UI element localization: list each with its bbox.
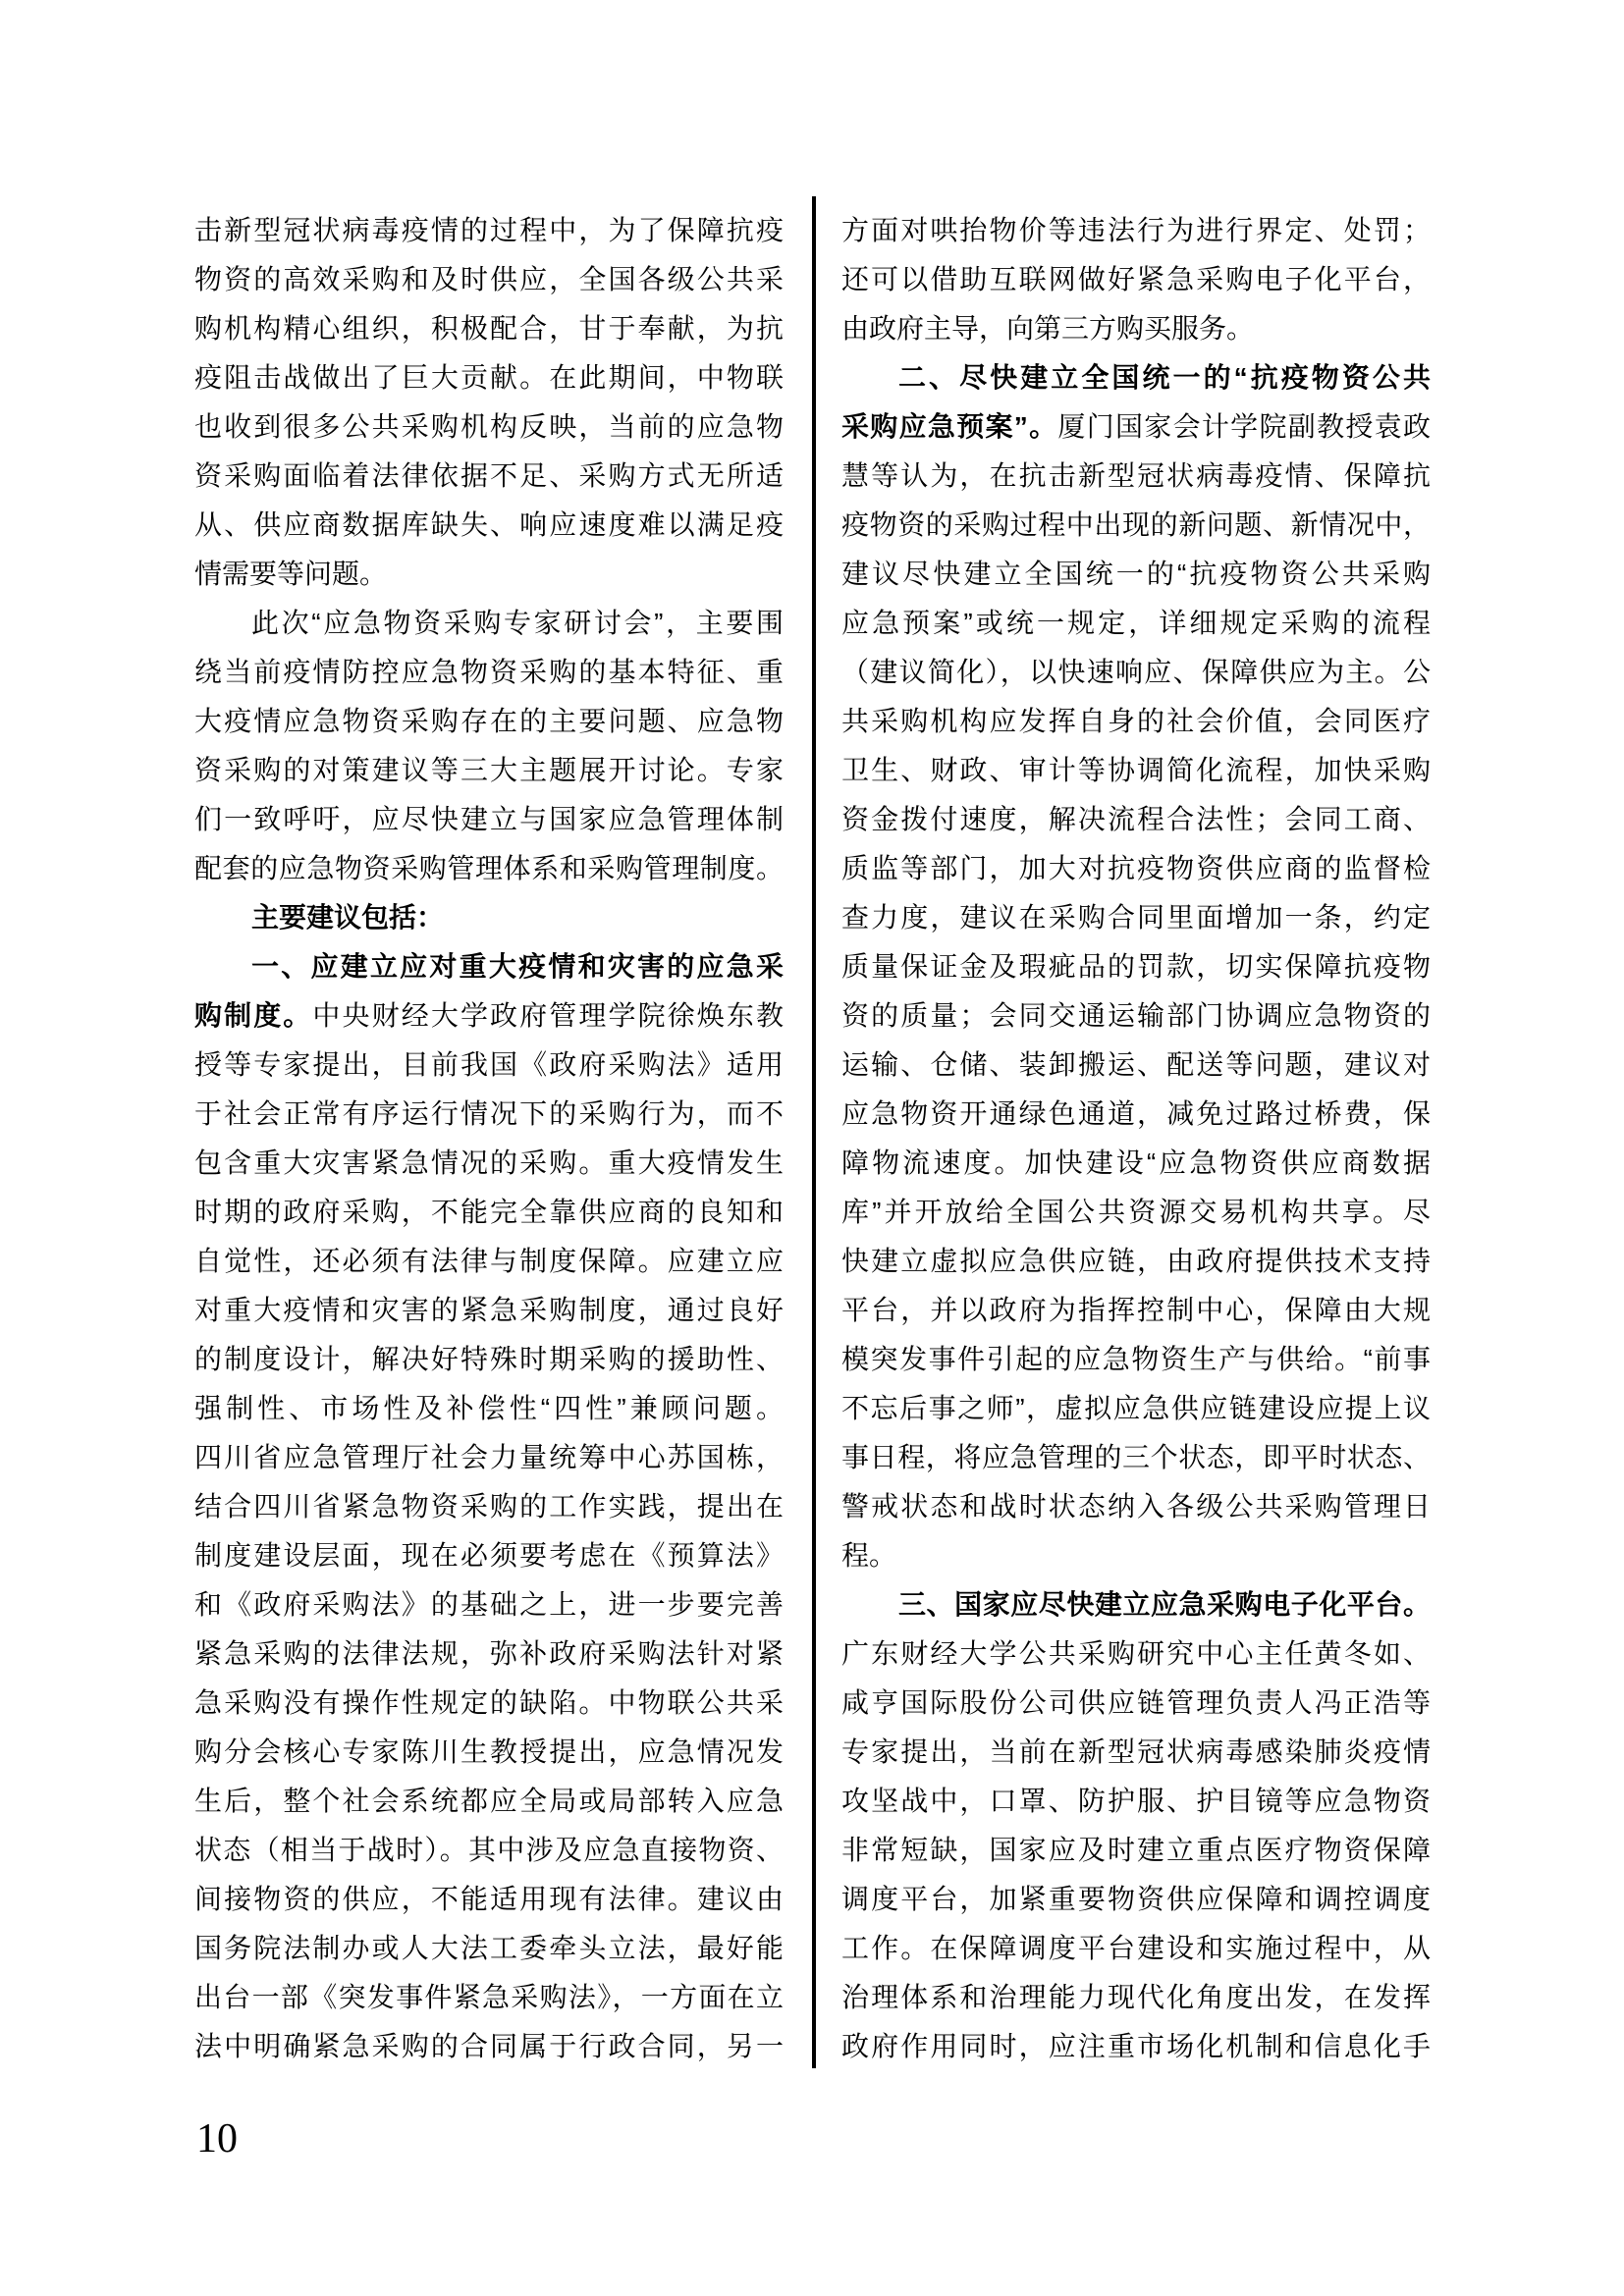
text-line [841,1188,1431,1237]
text-line [841,501,1431,550]
text-segment: 应急预案”或统一规定，详细规定采购的流程 [841,608,1431,638]
text-segment: 快建立虚拟应急供应链，由政府提供技术支持 [841,1246,1431,1276]
text-segment: 紧急采购的法律法规，弥补政府采购法针对紧 [194,1638,784,1669]
text-segment: 结合四川省紧急物资采购的工作实践，提出在 [194,1491,784,1522]
text-segment: 咸亨国际股份公司供应链管理负责人冯正浩等 [841,1687,1431,1718]
text-line [194,844,784,893]
text-line [841,1139,1431,1188]
text-line [841,1679,1431,1728]
bold-text-segment: 购制度。 [194,1000,313,1031]
text-line [194,1924,784,1973]
text-segment: 资采购面临着法律依据不足、采购方式无所适 [194,460,784,491]
text-line [841,1433,1431,1482]
text-segment: 生后，整个社会系统都应全局或局部转入应急 [194,1786,784,1816]
text-segment: 大疫情应急物资采购存在的主要问题、应急物 [194,706,784,736]
text-line [841,255,1431,304]
text-line [194,648,784,697]
text-segment: 资金拨付速度，解决流程合法性；会同工商、 [841,804,1431,834]
text-line [194,795,784,844]
text-segment: 查力度，建议在采购合同里面增加一条，约定 [841,902,1431,933]
text-segment: 间接物资的供应，不能适用现有法律。建议由 [194,1884,784,1914]
text-segment: 此次“应急物资采购专家研讨会”，主要围 [251,608,784,638]
text-line [841,1973,1431,2022]
text-segment: 资采购的对策建议等三大主题展开讨论。专家 [194,755,784,785]
text-line [194,1090,784,1139]
text-segment: 制度建设层面，现在必须要考虑在《预算法》 [194,1540,784,1571]
text-segment: 国务院法制办或人大法工委牵头立法，最好能 [194,1933,784,1963]
text-segment: 中央财经大学政府管理学院徐焕东教 [312,1000,784,1031]
bold-text-segment: 采购应急预案”。 [841,411,1058,442]
text-line [841,746,1431,795]
text-segment: 从、供应商数据库缺失、响应速度难以满足疫 [194,509,784,540]
text-line [841,991,1431,1041]
text-line [194,1139,784,1188]
text-segment: 疫阻击战做出了巨大贡献。在此期间，中物联 [194,362,784,393]
text-segment: 出台一部《突发事件紧急采购法》，一方面在立 [194,1982,784,2012]
text-line [194,1188,784,1237]
text-segment: 厦门国家会计学院副教授袁政 [1057,411,1431,442]
bold-text-segment: 三、国家应尽快建立应急采购电子化平台。 [898,1589,1431,1620]
text-segment: 运输、仓储、装卸搬运、配送等问题，建议对 [841,1049,1431,1080]
text-line [194,1629,784,1679]
text-segment: 对重大疫情和灾害的紧急采购制度，通过良好 [194,1295,784,1325]
text-segment: 专家提出，当前在新型冠状病毒感染肺炎疫情 [841,1736,1431,1767]
text-segment: （建议简化），以快速响应、保障供应为主。公 [841,657,1431,687]
text-line [194,1041,784,1090]
text-line [194,599,784,648]
text-line [194,1531,784,1580]
text-line [194,402,784,452]
text-line [841,795,1431,844]
text-segment: 调度平台，加紧重要物资供应保障和调控调度 [841,1884,1431,1914]
text-segment: 情需要等问题。 [194,559,388,589]
text-line [841,942,1431,991]
text-line [841,402,1431,452]
text-segment: 质量保证金及瑕疵品的罚款，切实保障抗疫物 [841,951,1431,982]
text-segment: 的制度设计，解决好特殊时期采购的援助性、 [194,1344,784,1374]
text-segment: 四川省应急管理厅社会力量统筹中心苏国栋， [194,1442,784,1472]
text-segment: 时期的政府采购，不能完全靠供应商的良知和 [194,1197,784,1227]
text-line [841,1482,1431,1531]
text-line [194,255,784,304]
text-line [194,1826,784,1875]
text-segment: 攻坚战中，口罩、防护服、护目镜等应急物资 [841,1786,1431,1816]
text-line [194,1286,784,1335]
text-line [841,550,1431,599]
text-line [194,1335,784,1384]
text-line [841,697,1431,746]
text-segment: 建议尽快建立全国统一的“抗疫物资公共采购 [841,559,1431,589]
text-line [194,452,784,501]
text-line [841,893,1431,942]
text-segment: 库”并开放给全国公共资源交易机构共享。尽 [841,1197,1431,1227]
right-text-column [841,206,1431,2071]
text-line [841,1090,1431,1139]
text-line [194,1679,784,1728]
text-segment: 应急物资开通绿色通道，减免过路过桥费，保 [841,1098,1431,1129]
text-segment: 购分会核心专家陈川生教授提出，应急情况发 [194,1736,784,1767]
text-line [841,844,1431,893]
text-line [841,1728,1431,1777]
text-line [194,1384,784,1433]
text-line [194,1237,784,1286]
text-line [194,991,784,1041]
text-segment: 警戒状态和战时状态纳入各级公共采购管理日 [841,1491,1431,1522]
text-line [194,1973,784,2022]
text-line [841,1629,1431,1679]
text-line [841,1826,1431,1875]
column-divider-rule [812,196,816,2068]
bold-text-segment: 二、尽快建立全国统一的“抗疫物资公共 [898,362,1431,393]
text-segment: 质监等部门，加大对抗疫物资供应商的监督检 [841,853,1431,883]
text-segment: 慧等认为，在抗击新型冠状病毒疫情、保障抗 [841,460,1431,491]
text-segment: 由政府主导，向第三方购买服务。 [841,313,1255,344]
text-line [194,501,784,550]
text-line [841,1041,1431,1090]
text-segment: 急采购没有操作性规定的缺陷。中物联公共采 [194,1687,784,1718]
text-segment: 工作。在保障调度平台建设和实施过程中，从 [841,1933,1431,1963]
text-line [194,1482,784,1531]
text-line [194,1875,784,1924]
text-line [841,1286,1431,1335]
text-line [194,1580,784,1629]
text-line [841,599,1431,648]
text-line [841,1875,1431,1924]
text-segment: 方面对哄抬物价等违法行为进行界定、处罚； [841,215,1431,245]
text-line [194,353,784,402]
text-segment: 平台，并以政府为指挥控制中心，保障由大规 [841,1295,1431,1325]
text-line [841,1580,1431,1629]
text-line [194,304,784,353]
left-text-column [194,206,784,2071]
bold-text-segment: 一、应建立应对重大疫情和灾害的应急采 [251,951,784,982]
text-segment: 也收到很多公共采购机构反映，当前的应急物 [194,411,784,442]
text-line [194,893,784,942]
text-segment: 击新型冠状病毒疫情的过程中，为了保障抗疫 [194,215,784,245]
text-line [841,648,1431,697]
text-segment: 卫生、财政、审计等协调简化流程，加快采购 [841,755,1431,785]
text-segment: 状态（相当于战时）。其中涉及应急直接物资、 [194,1835,784,1865]
text-line [194,2022,784,2071]
text-segment: 们一致呼吁，应尽快建立与国家应急管理体制 [194,804,784,834]
text-segment: 非常短缺，国家应及时建立重点医疗物资保障 [841,1835,1431,1865]
text-line [841,353,1431,402]
text-segment: 广东财经大学公共采购研究中心主任黄冬如、 [841,1638,1431,1669]
text-line [841,206,1431,255]
text-line [194,746,784,795]
bold-text-segment: 主要建议包括： [251,902,445,933]
text-segment: 事日程，将应急管理的三个状态，即平时状态、 [841,1442,1431,1472]
text-segment: 资的质量；会同交通运输部门协调应急物资的 [841,1000,1431,1031]
text-segment: 包含重大灾害紧急情况的采购。重大疫情发生 [194,1148,784,1178]
text-line [194,206,784,255]
text-segment: 授等专家提出，目前我国《政府采购法》适用 [194,1049,784,1080]
text-segment: 和《政府采购法》的基础之上，进一步要完善 [194,1589,784,1620]
text-line [841,1237,1431,1286]
text-segment: 强制性、市场性及补偿性“四性”兼顾问题。 [194,1393,784,1423]
text-line [194,697,784,746]
text-line [841,1335,1431,1384]
text-segment: 程。 [841,1540,897,1571]
text-segment: 物资的高效采购和及时供应，全国各级公共采 [194,264,784,294]
text-segment: 配套的应急物资采购管理体系和采购管理制度。 [194,853,784,883]
text-segment: 治理体系和治理能力现代化角度出发，在发挥 [841,1982,1431,2012]
text-segment: 不忘后事之师”，虚拟应急供应链建设应提上议 [841,1393,1431,1423]
text-segment: 模突发事件引起的应急物资生产与供给。“前事 [841,1344,1431,1374]
text-line [841,1384,1431,1433]
text-segment: 共采购机构应发挥自身的社会价值，会同医疗 [841,706,1431,736]
page-number: 10 [196,2116,238,2162]
text-line [841,304,1431,353]
text-segment: 政府作用同时，应注重市场化机制和信息化手 [841,2031,1431,2061]
text-line [194,1777,784,1826]
text-segment: 还可以借助互联网做好紧急采购电子化平台， [841,264,1431,294]
text-line [194,1728,784,1777]
text-segment: 于社会正常有序运行情况下的采购行为，而不 [194,1098,784,1129]
text-segment: 购机构精心组织，积极配合，甘于奉献，为抗 [194,313,784,344]
text-segment: 障物流速度。加快建设“应急物资供应商数据 [841,1148,1431,1178]
text-segment: 绕当前疫情防控应急物资采购的基本特征、重 [194,657,784,687]
text-line [841,1777,1431,1826]
text-line [841,1924,1431,1973]
text-line [841,452,1431,501]
text-line [841,1531,1431,1580]
text-line [194,942,784,991]
text-segment: 疫物资的采购过程中出现的新问题、新情况中， [841,509,1431,540]
text-line [841,2022,1431,2071]
text-line [194,550,784,599]
text-segment: 法中明确紧急采购的合同属于行政合同，另一 [194,2031,784,2061]
text-segment: 自觉性，还必须有法律与制度保障。应建立应 [194,1246,784,1276]
text-line [194,1433,784,1482]
